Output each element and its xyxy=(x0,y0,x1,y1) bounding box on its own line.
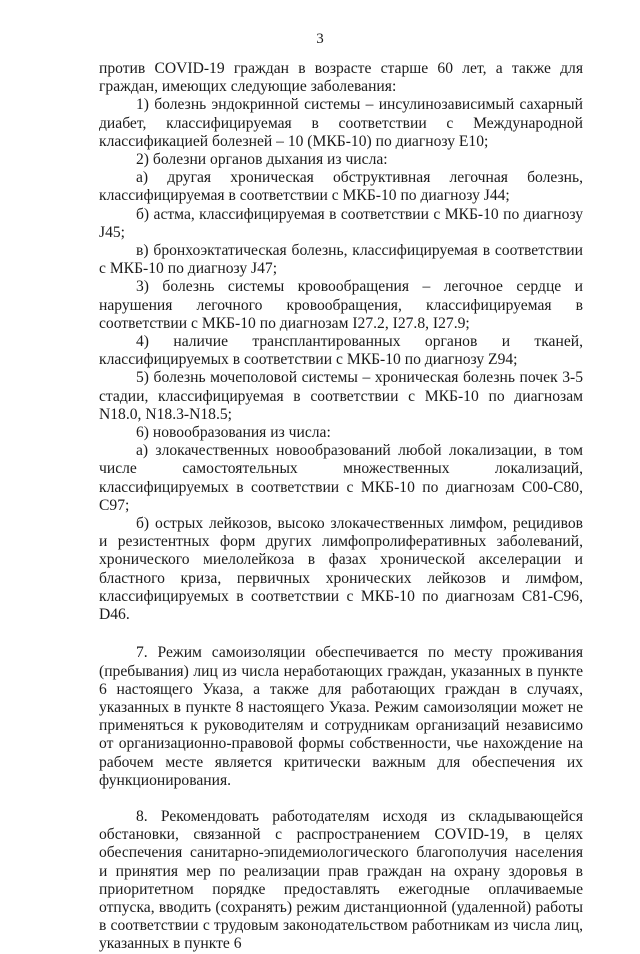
page-number: 3 xyxy=(316,31,324,47)
list-item-transplant: 4) наличие трансплантированных органов и тканей, классифицируемых в соответствии с МКБ-10 по диагнозу Z94; xyxy=(99,333,583,369)
list-item-neoplasms: 6) новообразования из числа: xyxy=(136,424,331,442)
sublist-item-copd: а) другая хроническая обструктивная легочная болезнь, классифицируемая в соответствии с МКБ-10 по диагнозу J44; xyxy=(99,169,583,205)
sublist-item-asthma: б) астма, классифицируемая в соответствии с МКБ-10 по диагнозу J45; xyxy=(99,205,583,241)
paragraph-clause-8: 8. Рекомендовать работодателям исходя из складывающейся обстановки, связанной с распространением COVID-19, в целях обеспечения санитарно-эпидемиологического благополучия населения и принятия мер по реализации прав граждан на охрану здоровья в приоритетном порядке предоставлять ежегодные оплачиваемые отпуска, вводить (сохранять) режим дистанционной (удаленной) работы в соответствии с трудовым законодательством работникам из числа лиц, указанных в пункте 6 xyxy=(99,807,583,953)
sublist-item-bronchiectasis: в) бронхоэктатическая болезнь, классифицируемая в соответствии с МКБ-10 по диагнозу J47; xyxy=(99,242,583,278)
list-item-endocrine: 1) болезнь эндокринной системы – инсулинозависимый сахарный диабет, классифицируемая в соответствии с Международной классификацией болезней – 10 (МКБ-10) по диагнозу E10; xyxy=(99,96,583,150)
sublist-item-malignant: а) злокачественных новообразований любой локализации, в том числе самостоятельных множественных локализаций, классифицируемых в соответствии с МКБ-10 по диагнозам C00-C80, C97; xyxy=(99,442,583,514)
list-item-kidney: 5) болезнь мочеполовой системы – хроническая болезнь почек 3-5 стадии, классифицируемая в соответствии с МКБ-10 по диагнозам N18.0, N18.3-N18.5; xyxy=(99,369,583,423)
paragraph-clause-7: 7. Режим самоизоляции обеспечивается по месту проживания (пребывания) лиц из числа неработающих граждан, указанных в пункте 6 настоящего Указа, а также для работающих граждан в случаях, указанных в пункте 8 настоящего Указа. Режим самоизоляции может не применяться к руководителям и сотрудникам организаций независимо от организационно-правовой формы собственности, чье нахождение на рабочем месте является критически важным для обеспечения их функционирования. xyxy=(99,644,583,789)
sublist-item-leukemia: б) острых лейкозов, высоко злокачественных лимфом, рецидивов и резистентных форм других лимфопролиферативных заболеваний, хронического миелолейкоза в фазах хронической акселерации и бластного криза, первичных хронических лейкозов и лимфом, классифицируемых в соответствии с МКБ-10 по диагнозам C81-C96, D46. xyxy=(99,515,583,624)
list-item-circulatory: 3) болезнь системы кровообращения – легочное сердце и нарушения легочного кровообращения, классифицируемая в соответствии с МКБ-10 по диагнозам I27.2, I27.8, I27.9; xyxy=(99,278,583,332)
paragraph-intro: против COVID-19 граждан в возрасте старше 60 лет, а также для граждан, имеющих следующие заболевания: xyxy=(99,60,583,96)
document-body xyxy=(99,60,583,954)
list-item-respiratory: 2) болезни органов дыхания из числа: xyxy=(136,151,388,169)
